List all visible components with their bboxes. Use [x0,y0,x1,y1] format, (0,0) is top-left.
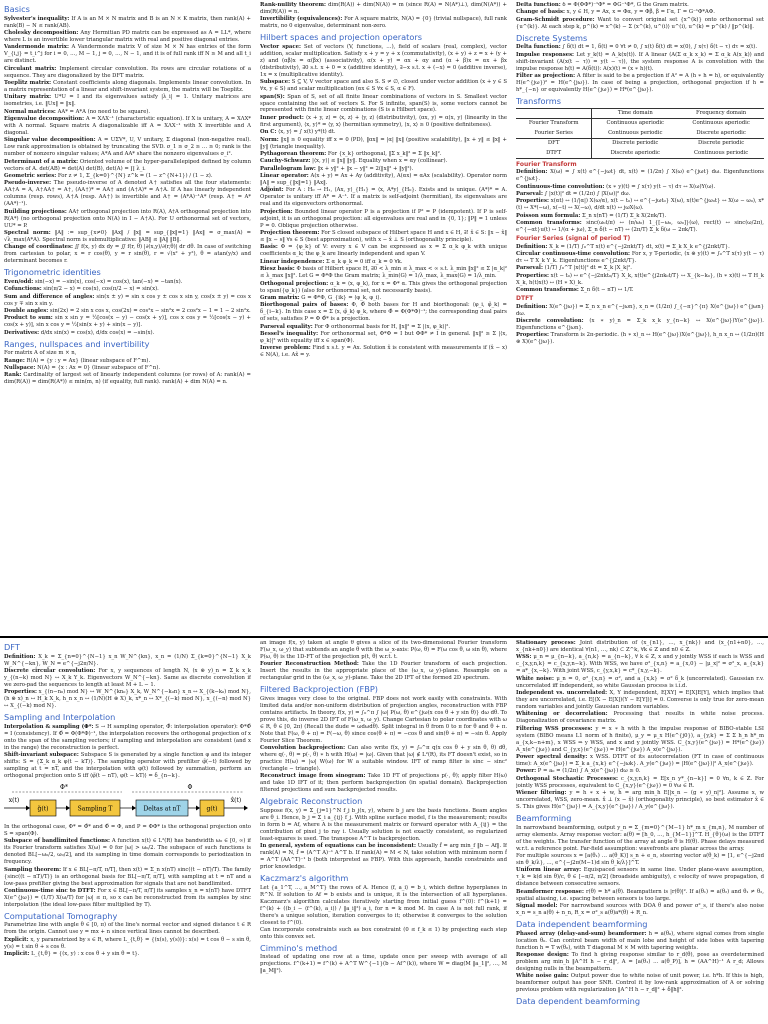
paragraph: Projection: Bounded linear operator P is a projection if P² = P (idempotent). If P is self-adjoint, it is an orthogonal projection: all eigenvalues are real and in {0, 1}; ‖P‖ = 1 unless P = 0. Oblique projection otherwise. [260,208,507,229]
paragraph: Parseval: (1/T) ∫₀^T |x(t)|² dt = Σ_k |X_k|². [516,265,632,272]
paragraph: Vector space: Set of vectors (V, functions, …), field of scalars (real, complex), vector addition, scalar multiplication. Satisfy x + y = y + x (commutativity), (x + y) + z = x + (y + z) and (αβ)x = α(βx) (associativity), α(x + y) = αx + αy and (α + β)x = αx + βx (distributivity), ∃0 s.t. x + 0 = x (additive identity), ∃−x s.t. x + (−x) = 0 (additive inverse), 1x = x (multiplicative identity). [260,43,507,78]
paragraph: Linear independence: Σ α_k φ_k = 0 iff α_k = 0 ∀k. [260,258,403,265]
paragraph: Vandermonde matrix: A Vandermonde matrix V of size M × N has entries of the form V_{i,j} = t_i^j for i = 0, …, M − 1, j = 0, …, N − 1, and it is of full rank iff N ≥ M and all t_i are distinct. [4,44,251,65]
paragraph: Riesz basis: Φ basis of Hilbert space H, ∃0 < λ_min ≤ λ_max < ∞ s.t. λ_min ‖x‖² ≤ Σ |α_k|² ≤ λ_max ‖x‖². Let G = Φ*Φ the Gram matrix; λ_min(G) = 1/λ_max, λ_max(G) = 1/λ_min. [260,266,507,280]
section-heading-cimmino: Cimmino's method [260,942,338,953]
table-cell: Fourier Transform [516,119,592,129]
table-cell: Continuous periodic [678,148,764,158]
table-row [516,148,764,158]
subsection-heading-dtft: DTFT [516,295,534,303]
paragraph: Linear operator: A(x + y) = Ax + Ay (additivity), A(αx) = αAx (scalability). Operator norm ‖A‖ = sup_{‖x‖=1} ‖Ax‖. [260,173,507,187]
sampling-block-diagram [4,782,251,822]
section-heading-transforms: Transforms [516,95,561,106]
paragraph: Derivatives: d/dx sin(x) = cos(x), d/dx cos(x) = −sin(x). [4,329,155,336]
paragraph: Sampling theorem: If x ∈ BL[−π/T, π/T], then x(t) = Σ_n x(nT) sinc((t − nT)/T). The family {sinc((t − nT)/T)} is an orthogonal basis for BL[−π/T, π/T], with sampling at t = nT and a low-pass prefilter giving the best approximation for signals that are not bandlimited. [4,866,251,887]
paragraph: Can incorporate constraints such as box constraint (0 ≤ f_k ≤ 1) by projecting each step onto this convex set. [260,926,507,940]
paragraph: span(S): Span of S, set of all finite linear combinations of vectors in S. Smallest vector space containing the set of vectors S. For S infinite, span(S) is, some vectors cannot be represented with finite linear combinations (S is a Hilbert space). [260,93,507,114]
paragraph: Parallelogram law: ‖x + y‖² + ‖x − y‖² = 2(‖x‖² + ‖y‖²). [260,165,414,172]
paragraph: Common transforms: Σ_n δ(t − nT) ↔ 1/T. [516,287,634,294]
paragraph: Definition: X(ω) = ∫ x(t) e^{−jωt} dt, x(t) = (1/2π) ∫ X(ω) e^{jωt} dω. Eigenfunctions e^{jωt}. [516,169,764,183]
paragraph: Parseval equality: For Φ orthonormal basis for H, ‖x‖² = Σ |⟨x, φ_k⟩|². [260,323,451,330]
table-header-row [516,108,764,118]
paragraph: For multiple sources x = [a(θ₁) … a(θ_K)] s_n + e_n, steering vector a(θ_k) = [1, e^{−j2πd sin θ_k/λ}, …, e^{−j2π(M−1)d sin θ_k/λ}]^T. [516,852,764,866]
section-heading-discrete-systems: Discrete Systems [516,32,588,43]
paragraph: Inner product: ⟨x + y, z⟩ = ⟨x, z⟩ + ⟨y, z⟩ (distributivity), ⟨αx, y⟩ = α⟨x, y⟩ (linearity in the first argument), ⟨x, y⟩* = ⟨y, x⟩ (hermitian symmetry), ⟨x, x⟩ ≥ 0 (positive definiteness). [260,114,507,128]
subsection-heading-fourier-transform: Fourier Transform [516,160,577,168]
paragraph: Properties: x(t − t₀) ↔ e^{−j2πkt₀/T} X_k, x(t)e^{j2πk₀t/T} ↔ X_{k−k₀}, (h ∗ x)(t) ↔ T H_k X_k, h(t)x(t) ↔ (H ∗ X)_k. [516,272,764,286]
paragraph: Product to sum: sin x sin y = ½[cos(x − y) − cos(x + y)], cos x cos y = ½[cos(x − y) + cos(x + y)], sin x cos y = ½[sin(x + y) + sin(x − y)]. [4,315,251,329]
paragraph: Convolution backprojection: Can also write f(x, y) = ∫₀^π q(x cos θ + y sin θ, θ) dθ, where q(·, θ) = p(·, θ) ∗ h with H(ω) = |ω|. Given that |ω| ∉ L²(R), its FT doesn't exist, so in practice H(ω) = |ω| W(ω) for W a suitable window. IFT of ramp filter is sinc − sinc² (rectangle − triangle). [260,745,507,773]
arrow-icon [26,805,30,810]
section-heading-beamforming: Beamforming [516,813,572,824]
paragraph: Double angles: sin(2x) = 2 sin x cos x, cos(2x) = cos²x − sin²x = 2 cos²x − 1 = 1 − 2 sin²x. [4,308,251,315]
paragraph: Toeplitz matrix: Constant coefficients along diagonals. Implements linear convolution. In a matrix representation of a linear and shift-invariant system, the matrix will be Toeplitz. [4,79,251,93]
paragraph: Building projections: AA† orthogonal projection into R(A), A†A orthogonal projection into R(A*) (no orthogonal projection onto N(A) in I − A†A). For U orthonormal set of vectors, UU* = P. [4,208,251,229]
table-cell: Continuous aperiodic [606,120,664,127]
paragraph: For matrix A of size m × n, [4,350,77,357]
paragraph: Unitary matrix: U*U = I and its eigenvalues satisfy |λ_i| = 1. Unitary matrices are isometries, i.e. ‖Ux‖ = ‖x‖. [4,94,251,108]
section-heading-dft: DFT [4,642,20,652]
paragraph: Delta function: δ = Φ(ΦΦ*)⁻¹Φ* = ΦG⁻¹Φ*, G the Gram matrix. [516,2,689,8]
diagram-label-phi: Φ [187,783,193,791]
paragraph: Filter as projection: A filter is said to be a projection if A² = A (h ∗ h = h), or equivalently H(e^{jω})² = H(e^{jω}). In case of being a projection, orthogonal projection if h = h*_{−n} or equivalently H(e^{jω}) = H*(e^{jω}). [516,72,764,93]
paragraph: Properties: x_{(n−n₀) mod N} ↔ W_N^{kn₀} X_k, W_N^{−k₀n} x_n ↔ X_{(k−k₀) mod N}, (h ⊛ x)_n ↔ H_k X_k, h_n x_n ↔ (1/N)(H ⊛ X)_k, x*_n ↔ X*_{(−k) mod N}, x_{(−n) mod N} ↔ X_{(−k) mod N}. [4,689,251,710]
transform-table [516,108,764,159]
paragraph: Norm: ‖x‖ ≥ 0 equality iff x = 0 (PD), ‖αx‖ = |α| ‖x‖ (positive scalability), ‖x + y‖ ≤ ‖x‖ + ‖y‖ (triangle inequality). [260,136,507,150]
paragraph: Independent vs. uncorrelated: X, Y independent, E[XY] = E[X]E[Y], which implies that they are uncorrelated, i.e. E[(X − E[X])(Y − E[Y])] = 0. Converse is only true for zero-mean random variables and jointly Gaussian random variables. [516,690,764,711]
paragraph: WSS: μ_n = μ_{n−k}, a_{n,k} = a_{n−k}, ∀ k ∈ Z, x and y jointly WSS if each is WSS and c_{x,y,n,k} = c_{x,y,n−k}. With WSS, we have σ²_{x,n} = a_{x,0} − |μ_x|² = σ²_x, a_{x,k} = a*_{x,−k}. With joint WSS, c_{y,x,k} = c*_{x,y,−k}. [516,654,764,675]
paragraph: In general, system of equations can be inconsistent: Usually f̂ = arg min_f ‖b − Af‖. If rank(A) = N, f̂ = (A^T A)⁻¹ A^T b. If rank(A) = M < N, take solution with minimum norm f̂ = A^T (AA^T)⁻¹ b (both interpreted as FBP). With this approach, handle constraints and prior knowledge. [260,843,507,871]
diagram-label-sampling: Sampling T [77,805,113,813]
paragraph: Poisson sum formula: Σ_n x(nT) = (1/T) Σ_k X(2πk/T). [516,212,667,219]
table-cell: Continuous aperiodic [692,120,750,127]
table-header-cell: Frequency domain [678,108,764,118]
table-cell: Continuous periodic [608,129,663,136]
paragraph: Delta function: ∫ δ(t) dt = 1, δ(t) = 0 ∀t ≠ 0, ∫ x(t) δ(t) dt = x(0), ∫ x(τ) δ(t − τ) dτ = x(t). [516,44,758,51]
section-heading-hilbert: Hilbert spaces and projection operators [260,32,422,43]
diagram-label-deltas: Deltas at nT [143,805,181,813]
section-heading-kaczmarz: Kaczmarz's algorithm [260,873,349,884]
paragraph: Properties: x(αt) ↔ (1/|α|) X(ω/α), x(t − t₀) ↔ e^{−jωt₀} X(ω), x(t)e^{jω₀t} ↔ X(ω − ω₀), x*(t) ↔ X*(−ω), x(−t) ↔ X(−ω), d/dt x(t) ↔ jωX(ω). [516,198,764,212]
table-row [516,129,764,139]
paragraph: Cofunctions: sin(π/2 − x) = cos(x), cos(π/2 − x) = sin(x). [4,286,159,293]
paragraph: Beamformer response: r(θ) = h* a(θ). Beampattern is |r(θ)|². If a(θ₁) = a(θ₂) and θ₁ ≠ θ₂, spatial aliasing, i.e. spacing between sensors is too large. [516,888,764,902]
table-cell: Fourier Series [516,129,592,139]
paragraph: Subspace: S ⊆ V, V vector space and also S. S ≠ ∅, closed under vector addition (x + y ∈ S ∀x, y ∈ S) and scalar multiplication (αx ∈ S ∀x ∈ S, α ∈ F). [260,79,507,93]
paragraph: Discrete convolution: (x ∗ y)_n = Σ_k x_k y_{n−k} ↔ X(e^{jω})Y(e^{jω}). Eigenfunctions e^{jωn}. [516,318,764,332]
column-bottom-right [516,640,764,1024]
paragraph: Definition: X_k = Σ_{n=0}^{N−1} x_n W_N^{kn}, x_n = (1/N) Σ_{k=0}^{N−1} X_k W_N^{−kn}, W_N = e^{−j2π/N}. [4,653,251,667]
paragraph: Uniform linear array: Equispaced sensors in same line. Under plane-wave assumption, τ_k = k(d sin θ)/c, θ ∈ [−π/2, π/2] (broadside ambiguity), c velocity of wave propagation, d distance between consecutive sensors. [516,867,764,888]
section-heading-data-independent: Data independent beamforming [516,919,648,930]
paragraph: Suppose f(x, y) = Σ_{j=1}^N f_j b_j(x, y), where b_j are the basis functions. Beam angles are θ_i. Hence, b_j = Σ_i a_{ij} f_j. With spline surface model, f is the measurement; results in form b = Af, where A is the measurement matrix or forward operator with A_{ij} = the contribution of pixel j to ray i. Usually solution is not exactly consistent, so regularized least-squares is used. The transpose A^T is backprojection. [260,807,507,842]
diagram-label-input: x(t) [8,796,20,804]
table-cell: DFT [516,139,592,149]
paragraph: Basis: Φ = {φ_k} of V: every x ∈ V can be expressed as x = Σ α_k φ_k with unique coefficients α_k; the φ_k are linearly independent and span V. [260,244,507,258]
table-header-cell [516,108,592,118]
section-heading-ranges: Ranges, nullspaces and invertibility [4,338,150,349]
paragraph: Gram-Schmidt procedure: Want to convert original set {x^(k)} onto orthonormal set {u^(k)}. At each step k, p^(k) = x^(k) − Σ ⟨x^(k), u^(i)⟩ u^(i), u^(k) = p^(k) / ‖p^(k)‖. [516,16,764,30]
section-heading-basics: Basics [4,4,30,14]
paragraph: In narrowband beamforming, output y_n = Σ_{m=0}^{M−1} h*_m x_{m,n}, M number of array elements. Array response vector: a(θ) = [h_0, …, h_{M−1}]^T. H_{θ}(ω) is the DTFT of the weights. The transfer function of the array at angle θ is H(θ). Phase delays measured w.r.t. a reference point. Far-field assumption: wavefronts are planar across the array. [516,824,764,852]
paragraph: Rank-nullity theorem: dim(R(A)) + dim(N(A)) = m (since R(A) = N(A*)⊥), dim(N(A*)) + dim(R(A)) = n. [260,2,507,15]
paragraph: Orthogonal projection: α_k = ⟨x, φ_k⟩, for x = Φ* α. This gives the orthogonal projection to span({φ_k}) (also for orthonormal set, not necessarily basis). [260,280,507,294]
paragraph: Definition: X_k = (1/T) ∫₀^T x(t) e^{−j2πkt/T} dt, x(t) = Σ_k X_k e^{j2πkt/T}. [516,243,730,250]
paragraph: an image f(x, y) taken at angle θ gives a slice of its two-dimensional Fourier transform F(ω_x, ω_y) that subtends an angle θ with the ω_x-axis: P(ω, θ) = F(ω cos θ, ω sin θ), where P(ω, θ) is the 1D-FT of the projection p(t, θ) w.r.t. t. [260,640,507,660]
paragraph: Whitening or decorrelation: Processing that results in white noise process. Diagonalization of covariance matrix. [516,711,764,725]
paragraph: Filtering WSS processes: y = x ∗ h with h the impulse response of BIBO-stable LSI system (BIBO means L1 norm of h finite), μ_y = μ_x H(e^{j0}), a_{y,k} = Σ Σ h_n h*_m a_{x,k−n+m}, x WSS ⇒ y WSS, and x and y jointly WSS. C_{x,y}(e^{jω}) = H*(e^{jω}) A_x(e^{jω}) and C_{y,x}(e^{jω}) = H(e^{jω}) A_x(e^{jω}). [516,725,764,753]
paragraph: On C: ⟨x, y⟩ = ∫ x(t) y*(t) dt. [260,129,336,136]
table-cell: Discrete aperiodic [592,148,678,158]
paragraph: Orthogonal Stochastic Processes: c_{x,y,n,k} = E[x_n y*_{n−k}] = 0 ∀n, k ∈ Z. For jointly WSS processes, equivalent to C_{x,y}(e^{jω}) = 0 ∀ω ∈ R. [516,775,764,789]
section-heading-data-dependent: Data dependent beamforming [516,996,641,1007]
paragraph: Pseudo-inverse: The pseudo-inverse of A denoted A† satisfies all the four statements: AA†A = A, A†AA† = A†, (AA†)* = AA† and (A†A)* = A†A. If A has linearly independent columns (resp. rows), A†A (resp. AA†) is invertible and A† = (A*A)⁻¹A* (resp. A† = A*(AA*)⁻¹). [4,180,251,208]
paragraph: Change of coordinates: ∬ f(x, y) dx dy = ∬ f(r, θ) |∂(x,y)/∂(r,θ)| dr dθ. In case of switching from cartesian to polar, x = r cos(θ), y = r sin(θ), r = √(x² + y²), θ = atan(y/x) and determinant becomes r. [4,244,251,265]
paragraph: Bessel's inequality: For orthonormal set, Φ*Φ = I but ΦΦ* ≠ I in general. ‖x‖² ≥ Σ |⟨x, φ_k⟩|² with equality iff x ∈ span(Φ). [260,331,507,345]
paragraph: Invertibility (equivalences): For A square matrix, N(A) = {0} (trivial nullspace), full rank matrix, no 0 eigenvalue, determinant non-zero. [260,16,507,30]
column-top-right [516,2,764,634]
paragraph: Pythagorean theorem: For {x_k} orthogonal, ‖Σ x_k‖² = Σ ‖x_k‖². [260,150,442,157]
paragraph: Fourier Reconstruction Method: Take the 1D Fourier transform of each projection. Insert the results in the appropriate place of the (ω_x, ω_y)-plane. Resample on a rectangular grid in the (ω_x, ω_y)-plane. Take the 2D IFT of the formed 2D spectrum. [260,661,507,682]
paragraph: Implicit: L_{t,θ} = {(x, y) : x cos θ + y sin θ = t}. [4,951,140,958]
paragraph: Instead of updating one row at a time, update once per sweep with average of all projections. f^(k+1) = f^(k) + A^T W^{−1}(b − Af^(k)), where W = diag(M ‖a_1‖², …, M ‖a_M‖²). [260,954,507,975]
paragraph: Power: P = a₀ = (1/2π) ∫ A_x(e^{jω}) dω ≥ 0. [516,768,641,775]
paragraph: Definition: X(e^{jω}) = Σ_n x_n e^{−jωn}, x_n = (1/2π) ∫_{−π}^{π} X(e^{jω}) e^{jωn} dω. [516,303,764,317]
page-divider [0,636,768,638]
paragraph: Reconstruct image from sinogram: Take 1D FT of projections p(·, θ); apply filter H(ω) and take 1D IFT of it; then perform backprojection (in spatial domain). Backprojection filtered projections and sum backprojected results. [260,773,507,794]
column-bottom-left [4,640,251,1024]
paragraph: Spectral norm: ‖A‖ := sup_{x≠0} ‖Ax‖ / ‖x‖ = sup_{‖x‖=1} ‖Ax‖ = σ_max(A) = √λ_max(A*A). Spectral norm is submultiplicative: ‖AB‖ ≤ ‖A‖ ‖B‖. [4,230,251,244]
paragraph: Power spectral density: x WSS. DTFT of its autocorrelation (FT in case of continuous time): A_x(e^{jω}) = Σ_k a_{x,k} e^{−jωk}. A_y(e^{jω}) = |H(e^{jω})|² A_x(e^{jω}). [516,754,764,768]
paragraph: Subspace of bandlimited functions: A function x(t) ∈ L²(R) has bandwidth ω₀ ∈ [0, ∞) if its Fourier transform satisfies X(ω) = 0 for |ω| > ω₀/2. The subspace of such functions is denoted BL[−ω₀/2, ω₀/2], and its sampling in time domain corresponds to periodization in frequency. [4,838,251,866]
paragraph: Circulant matrix: Implement circular convolution. Its rows are circular rotations of a sequence. They are diagonalized by the DFT matrix. [4,65,251,79]
paragraph: Projection theorem: For S closed subspace of Hilbert space H and x ∈ H, ∃! x̂ ∈ S: ‖x − x̂‖ ≤ ‖x − s‖ ∀s ∈ S (best approximation), with x − x̂ ⊥ S (orthogonality principle). [260,230,507,244]
paragraph: Stationary process: Joint distribution of (x_{n1}, …, x_{nk}) and (x_{n1+n0}, …, x_{nk+n0}) are identical ∀(n1, …, nk) ⊂ Z^k, ∀k ∈ Z and n0 ∈ Z. [516,640,764,653]
paragraph: Determinant of a matrix: Oriented volume of the hyper-parallelepiped defined by column vectors of A. det(AB) = det(A) det(B), det(A) = ∏ λ_i. [4,158,251,172]
table-row [516,139,764,149]
paragraph: Properties: Transform is 2π-periodic. (h ∗ x)_n ↔ H(e^{jω})X(e^{jω}), h_n x_n ↔ (1/2π)(H ⊛ X)(e^{jω}). [516,332,764,346]
paragraph: Singular value decomposition: A = UΣV*, U, V unitary, Σ diagonal (non-negative real). Low rank approximation is obtained by truncating the SVD. σ_1 ≥ σ_2 ≥ … ≥ 0; rank is the number of nonzero singular values; A*A and AA* share the nonzero eigenvalues σ_i². [4,137,251,158]
diagram-label-phi-star: Φ* [60,783,68,791]
paragraph: Normal matrices: AA* = A*A (no need to be square). [4,108,151,115]
diagram-label-interp-filter: g(t) [206,805,218,813]
arrow-icon [196,805,200,810]
paragraph: Gram matrix: G = Φ*Φ, G_{ik} = ⟨φ_k, φ_i⟩. [260,294,382,301]
section-heading-sampling: Sampling and Interpolation [4,712,116,723]
table-cell: Discrete aperiodic [696,129,746,136]
table-header-cell: Time domain [592,108,678,118]
paragraph: Cauchy-Schwarz: |⟨x, y⟩| ≤ ‖x‖ ‖y‖. Equality when x = αy (collinear). [260,158,448,165]
paragraph: Inverse problem: Find x s.t. y = Ax. Solution x̂ is consistent with measurements if (x̂ − x) ∈ N(A), i.e. Ax̂ = y. [260,345,507,359]
paragraph: Cholesky decomposition: Any Hermitian PD matrix can be expressed as A = LL*, where where L is an invertible lower triangular matrix with real and positive diagonal entries. [4,29,251,43]
paragraph: White noise: μ_n = 0, σ²_{x,n} = σ², and a_{x,k} = σ² δ_k (uncorrelated). Gaussian r.v. uncorrelated iff independent, so white Gaussian process is i.i.d. [516,675,764,689]
column-top-left [4,2,251,634]
paragraph: Nullspace: N(A) = {x : Ax = 0} (linear subspace of F^n). [4,365,161,372]
paragraph: Rank: Cardinality of largest set of linearly independent columns (or rows) of A: rank(A) = dim(R(A)) = dim(R(A*)) ≤ min(m, n) (if equality, full rank). rank(A) + dim N(A) = n. [4,372,251,386]
arrow-icon [244,805,248,810]
paragraph: Common transforms: sinc(ω₀t/π) ↔ (π/ω₀) 1_{[−ω₀, ω₀]}(ω), rect(t) ↔ sinc(ω/2π), e^{−αt}u(t) ↔ 1/(α + jω), Σ_n δ(t − nT) ↔ (2π/T) Σ_k δ(ω − 2πk/T). [516,220,764,234]
paragraph: Adjoint: For A : H₀ → H₁, ⟨Ax, y⟩_{H₁} = ⟨x, A*y⟩_{H₀}. Exists and is unique. (A*)* = A. Operator is unitary iff A* = A⁻¹. If a matrix is self-adjoint (hermitian), its eigenvalues are real and its eigenvectors orthonormal. [260,187,507,208]
diagram-label-prefilter: g̃(t) [37,805,49,813]
paragraph: Let {a_1^T, …, a_M^T} the rows of A. Hence ⟨f, a_i⟩ = b_i, which define hyperplanes in R^N. If solution to Af = b exists and is unique, it is the intersection of all hyperplanes. Kaczmarz's algorithm calculates iteratively starting from initial guess f^(0): f^(k+1) = f^(k) + ((b_i − ⟨f^(k), a_i⟩) / ‖a_i‖²) a_i, for n = k mod M. In case A is not full rank, if there's a unique solution, iteration converges to it; otherwise it converges to the solution closest to f^(0). [260,884,507,926]
paragraph: Change of basis: x, y ∈ H, y = Ax, x = Φα, y = Φβ, β = Γα, Γ = G⁻¹Φ*AΦ. [516,9,715,16]
table-cell: Discrete periodic [592,139,678,149]
paragraph: Explicit: x, y parametrized by s ∈ R, where L_{t,θ} = {(x(s), y(s))}: x(s) = t cos θ − s sin θ, y(s) = t sin θ + s cos θ. [4,936,251,950]
paragraph: Discrete circular convolution: For x, y sequences of length N, (x ⊛ y)_n = Σ_k x_k y_{(n−k) mod N} ↔ X_k Y_k. Eigenvectors W_N^{−kn}. Same as discrete convolution if we zero-pad the sequences to length at least M + L − 1. [4,667,251,688]
table-cell: DTFT [516,148,592,158]
paragraph: Parseval: ∫ |x(t)|² dt = (1/2π) ∫ |X(ω)|² dω. [516,191,631,198]
paragraph: White noise gain: Output power due to white noise of unit power, i.e. h*h. If this is high, beamformer output has poor SNR. Control it by low-rank approximation of A or solving previous problem with regularization ‖A^H h − r_d‖² + δ‖h‖². [516,973,764,994]
paragraph: Impulse responses: Let y_k(t) = A_k(x(t)). If A linear (A(Σ α_k x_k) = Σ α_k A(x_k)) and shift-invariant (A(x(t − τ)) = y(t − τ)), the system response A is convolution with the impulse response h(t) = A(δ(t)): A(x)(t) = (x ∗ h)(t). [516,51,764,72]
paragraph: Shift-invariant subspace: Subspace S is generated by a single function φ and its integer shifts: S = {Σ_k α_k φ(t − kT)}. The sampling operator with prefilter φ̃(−t) followed by sampling at t = nT, and the interpolation with φ(t) followed by summation, perform an orthogonal projection onto S iff ⟨φ̃(t − nT), φ(t − kT)⟩ = δ_{n−k}. [4,752,251,779]
paragraph: Range: R(A) = {y : y = Ax} (linear subspace of F^m). [4,357,151,364]
paragraph: Gives images very close to the original. FBP does not work easily with constraints. With limited data and/or non-uniform distribution of projection angles, reconstruction with FBP contains artifacts. In theory, f(x, y) = ∫₀^π ∫ |ω| P(ω, θ) e^{jω(x cos θ + y sin θ)} dω dθ. To prove this, do inverse 2D IFT of F(ω_x, ω_y). Change Cartesian to polar coordinates with ω ∈ R, θ ∈ [0, 2π) (Recall the dude = ωdωdθ). Split integral in θ from 0 to π for θ and θ + π. Note that F(ω, θ + π) = F(−ω, θ) since cos(θ + π) = −cos θ and sin(θ + π) = −sin θ. Apply Fourier Slice Theorem. [260,695,507,744]
arrow-icon [132,805,136,810]
section-heading-algebraic: Algebraic Reconstruction [260,796,363,807]
paragraph: Signal model: For narrowband sources with DOA θ and power σ²_s, if there's also noise x_n = s_n a(θ) + n_n, R_x = σ²_s a(θ)a*(θ) + R_n. [516,903,764,917]
paragraph: Sum and difference of angles: sin(x ± y) = sin x cos y ± cos x sin y, cos(x ± y) = cos x cos y ∓ sin x sin y. [4,293,251,307]
paragraph: Eigenvalue decomposition: A = XΛX⁻¹ (characteristic equation). If X is unitary, A = XΛX* with A normal. Square matrix A diagonalizable iff A = XΛX⁻¹ with X invertible and Λ diagonal. [4,116,251,136]
paragraph: Circular continuous-time convolution: For x, y T-periodic, (x ⊛ y)(t) = ∫₀^T x(τ) y(t − τ) dτ ↔ T X_k Y_k. Eigenfunctions e^{j2πkt/T}. [516,251,764,265]
paragraph: Sylvester's inequality: If A is an M × N matrix and B is an N × K matrix, then rank(A) + rank(B) − N ≤ rank(AB). [4,15,251,29]
paragraph: Even/odd: sin(−x) = −sin(x), cos(−x) = cos(x), tan(−x) = −tan(x). [4,278,183,285]
section-heading-ct: Computational Tomography [4,910,118,921]
paragraph: Parametrize line with angle θ ∈ [0, π) of the line's normal vector and signed distance t ∈ R from the origin. Cannot use y = mx + n since vertical lines cannot be described. [4,922,251,936]
column-bottom-middle [260,640,507,1024]
paragraph: In the orthogonal case, Φ* = Φ̃* and Φ̃ = Φ, and P = ΦΦ* is the orthogonal projection onto S = span(Φ). [4,823,251,837]
paragraph: Biorthogonal pairs of bases: Φ, Φ̃ both bases for H and biorthogonal: ⟨φ_i, φ̃_k⟩ = δ_{i−k}. In this case x = Σ ⟨x, φ̃_k⟩ φ_k, where Φ̃ = Φ(Φ*Φ)⁻¹; the corresponding dual pairs of sets, satisfies P = Φ Φ̃* is a projection. [260,302,507,323]
paragraph: Phased array (delay-and-sum) beamformer: h = a(θ₀), where signal comes from single location θ₀. Can control beam width of main lobe and height of side lobes with tapering function h = T w(θ₀), with T diagonal M × M with tapering weights. [516,930,764,951]
paragraph: Continuous-time sinc to DTFT: For x ∈ BL[−π/T, π/T] its samples x_n = x(nT) have DTFT X(e^{jω}) = (1/T) X(ω/T) for |ω| ≤ π, so x can be reconstructed from its samples by sinc interpolation (the ideal low-pass filter multiplied by T). [4,887,251,908]
arrow-icon [66,805,70,810]
paragraph: Interpolation & sampling (Φ*: S → H sampling operator, Φ̃: interpolation operator): Φ*Φ̃ = I (consistency). If Φ̃ = Φ(Φ*Φ)⁻¹, the interpolation recovers the orthogonal projection of x onto the span of the sampling vectors; if sampling and interpolation are consistent (and x in the range) the reconstruction is perfect. [4,723,251,751]
paragraph: Response design: To find h giving response similar to r_d(θ), pose as overdetermined problem arg min_h ‖A^H h − r_d‖², A = [a(θ₁) … a(θ_P)], h = (AA^H)⁻¹ A r_d; Allows designing nulls in the beampattern. [516,951,764,972]
paragraph: Continuous-time convolution: (x ∗ y)(t) = ∫ x(τ) y(t − τ) dτ ↔ X(ω)Y(ω). [516,183,716,190]
section-heading-trig: Trigonometric identities [4,267,101,278]
table-row [516,119,764,129]
subsection-heading-fourier-series: Fourier Series (signal of period T) [516,235,631,243]
paragraph: Wiener filtering: y = h ∗ x + w, ĥ = arg min_h E[|x_n − (g ∗ y)_n|²]. Assume x, w uncorrelated, WSS, zero-mean. x̂ ⊥ (x − x̂) (orthogonality principle), so best estimator x̂ ∈ S. This gives H(e^{jω}) = A_{x,y}(e^{jω}) / A_y(e^{jω}). [516,790,764,811]
column-top-middle [260,2,507,634]
table-cell: Discrete periodic [678,139,764,149]
section-heading-fbp: Filtered Backprojection (FBP) [260,684,378,695]
diagram-label-output: x̂(t) [230,796,242,804]
paragraph: Geometric series: For z ≠ 1, Σ_{k=0}^{N} z^k = (1 − z^{N+1}) / (1 − z). [4,173,213,180]
